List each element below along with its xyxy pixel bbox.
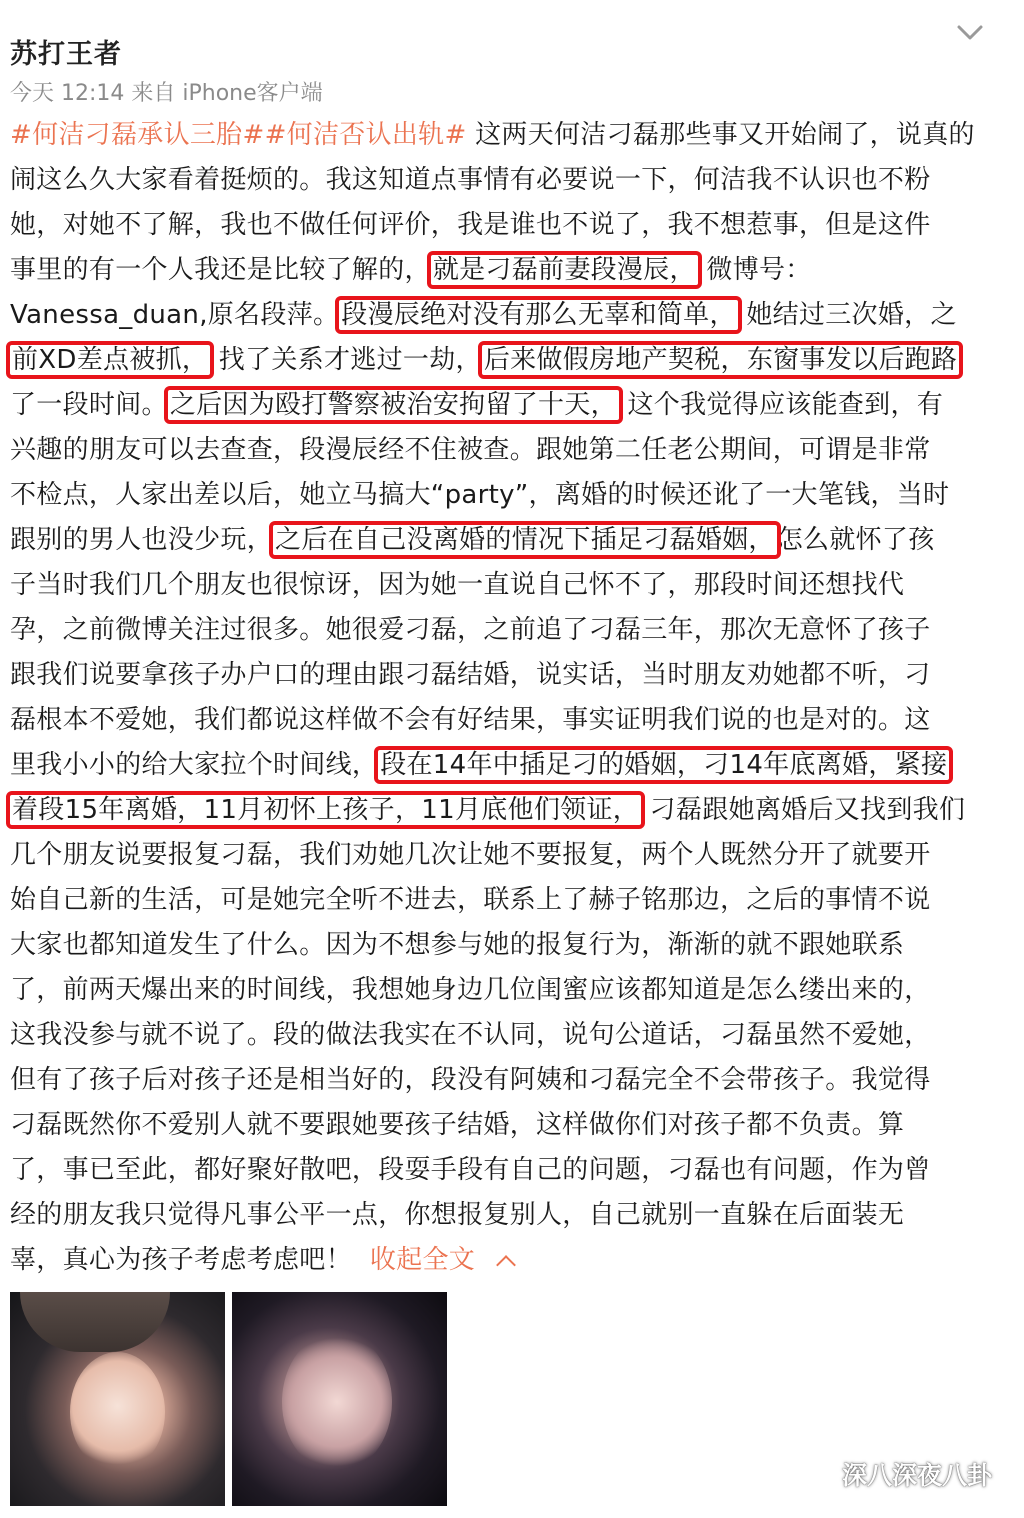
post-line	[10, 788, 1014, 833]
face-shape	[70, 1352, 165, 1472]
highlighted-text: 后来做假房地产契税，东窗事发以后跑路	[483, 345, 958, 375]
post-line	[10, 518, 1014, 563]
post-text: 了，前两天爆出来的时间线，我想她身边几位闺蜜应该都知道是怎么缕出来的，	[10, 975, 931, 1005]
post-text: Vanessa_duan,原名段萍。	[10, 300, 340, 330]
hat-shape	[20, 1292, 170, 1352]
post-text: 子当时我们几个朋友也很惊讶，因为她一直说自己怀不了，那段时间还想找代	[10, 570, 905, 600]
post-line	[10, 608, 1014, 653]
collapse-button[interactable]: 收起全文	[369, 1245, 476, 1275]
chevron-up-icon[interactable]	[496, 1255, 516, 1275]
post-line	[10, 248, 1014, 293]
post-text: 里我小小的给大家拉个时间线，	[10, 750, 379, 780]
face-shape	[282, 1332, 392, 1472]
chevron-down-icon[interactable]	[956, 22, 984, 44]
post-line	[10, 563, 1014, 608]
post-line	[10, 293, 1014, 338]
post-line	[10, 1013, 1014, 1058]
post-text: 这两天何洁刁磊那些事又开始闹了，说真的	[466, 120, 975, 150]
post-text: 跟别的男人也没少玩，	[10, 525, 274, 555]
post-text: 兴趣的朋友可以去查查，段漫辰经不住被查。跟她第二任老公期间，可谓是非常	[10, 435, 931, 465]
post-line	[10, 203, 1014, 248]
post-image-2[interactable]	[232, 1292, 447, 1506]
post-line	[10, 968, 1014, 1013]
post-text: 几个朋友说要报复刁磊，我们劝她几次让她不要报复，两个人既然分开了就要开	[10, 840, 931, 870]
post-header	[10, 22, 1004, 82]
post-text: 不检点，人家出差以后，她立马搞大“party”，离婚的时候还讹了一大笔钱，当时	[10, 480, 950, 510]
wechat-icon	[806, 1466, 836, 1488]
post-body	[10, 113, 1014, 1283]
post-line	[10, 743, 1014, 788]
post-text: 磊根本不爱她，我们都说这样做不会有好结果，事实证明我们说的也是对的。这	[10, 705, 931, 735]
post-line	[10, 698, 1014, 743]
highlighted-text: 前XD差点被抓，	[12, 345, 209, 375]
post-text: 怎么就怀了孩	[776, 525, 935, 555]
post-text: 她结过三次婚，之	[737, 300, 957, 330]
post-line	[10, 473, 1014, 518]
post-text: 找了关系才逃过一劫，	[210, 345, 482, 375]
post-line	[10, 1148, 1014, 1193]
post-text: 这个我觉得应该能查到，有	[618, 390, 944, 420]
post-text: 这我没参与就不说了。段的做法我实在不认同，说句公道话，刁磊虽然不爱她，	[10, 1020, 931, 1050]
post-text: 了一段时间。	[10, 390, 168, 420]
watermark	[806, 1456, 992, 1492]
highlighted-text: 着段15年离婚，11月初怀上孩子，11月底他们领证，	[12, 795, 640, 825]
post-text: 她，对她不了解，我也不做任何评价，我是谁也不说了，我不想惹事，但是这件	[10, 210, 931, 240]
highlighted-text: 段漫辰绝对没有那么无辜和简单，	[341, 300, 736, 330]
post-line	[10, 833, 1014, 878]
post-line	[10, 878, 1014, 923]
post-text: 始自己新的生活，可是她完全听不进去，联系上了赫子铭那边，之后的事情不说	[10, 885, 931, 915]
post-line	[10, 158, 1014, 203]
post-text: 微博号：	[697, 255, 812, 285]
post-text: 孕，之前微博关注过很多。她很爱刁磊，之前追了刁磊三年，那次无意怀了孩子	[10, 615, 931, 645]
post-text: 跟我们说要拿孩子办户口的理由跟刁磊结婚，说实话，当时朋友劝她都不听，刁	[10, 660, 931, 690]
post-line	[10, 1238, 1014, 1283]
username[interactable]: 苏打王者	[10, 39, 122, 70]
post-line	[10, 338, 1014, 383]
post-image-1[interactable]	[10, 1292, 225, 1506]
highlighted-text: 之后因为殴打警察被治安拘留了十天，	[169, 390, 617, 420]
hashtag-link[interactable]: #何洁刁磊承认三胎##何洁否认出轨#	[10, 120, 467, 150]
post-text: 辜，真心为孩子考虑考虑吧！	[10, 1245, 352, 1275]
highlighted-text: 就是刁磊前妻段漫辰，	[432, 255, 696, 285]
highlighted-text: 之后在自己没离婚的情况下插足刁磊婚姻，	[275, 525, 775, 555]
post-line	[10, 113, 1014, 158]
post-line	[10, 428, 1014, 473]
post-text: 闹这么久大家看着挺烦的。我这知道点事情有必要说一下，何洁我不认识也不粉	[10, 165, 931, 195]
post-line	[10, 1193, 1014, 1238]
watermark-text: 深八深夜八卦	[841, 1461, 992, 1490]
post-line	[10, 1058, 1014, 1103]
highlighted-text: 段在14年中插足刁的婚姻，刁14年底离婚，紧接	[380, 750, 948, 780]
post-text: 刁磊跟她离婚后又找到我们	[641, 795, 966, 825]
post-text: 大家也都知道发生了什么。因为不想参与她的报复行为，渐渐的就不跟她联系	[10, 930, 905, 960]
post-line	[10, 923, 1014, 968]
post-line	[10, 653, 1014, 698]
post-meta: 今天 12:14 来自 iPhone客户端	[10, 81, 323, 106]
post-text: 但有了孩子后对孩子还是相当好的，段没有阿姨和刁磊完全不会带孩子。我觉得	[10, 1065, 931, 1095]
post-text: 经的朋友我只觉得凡事公平一点，你想报复别人，自己就别一直躲在后面装无	[10, 1200, 905, 1230]
post-text: 事里的有一个人我还是比较了解的，	[10, 255, 431, 285]
post-text: 了，事已至此，都好聚好散吧，段耍手段有自己的问题，刁磊也有问题，作为曾	[10, 1155, 931, 1185]
post-line	[10, 383, 1014, 428]
post-line	[10, 1103, 1014, 1148]
post-text: 刁磊既然你不爱别人就不要跟她要孩子结婚，这样做你们对孩子都不负责。算	[10, 1110, 905, 1140]
